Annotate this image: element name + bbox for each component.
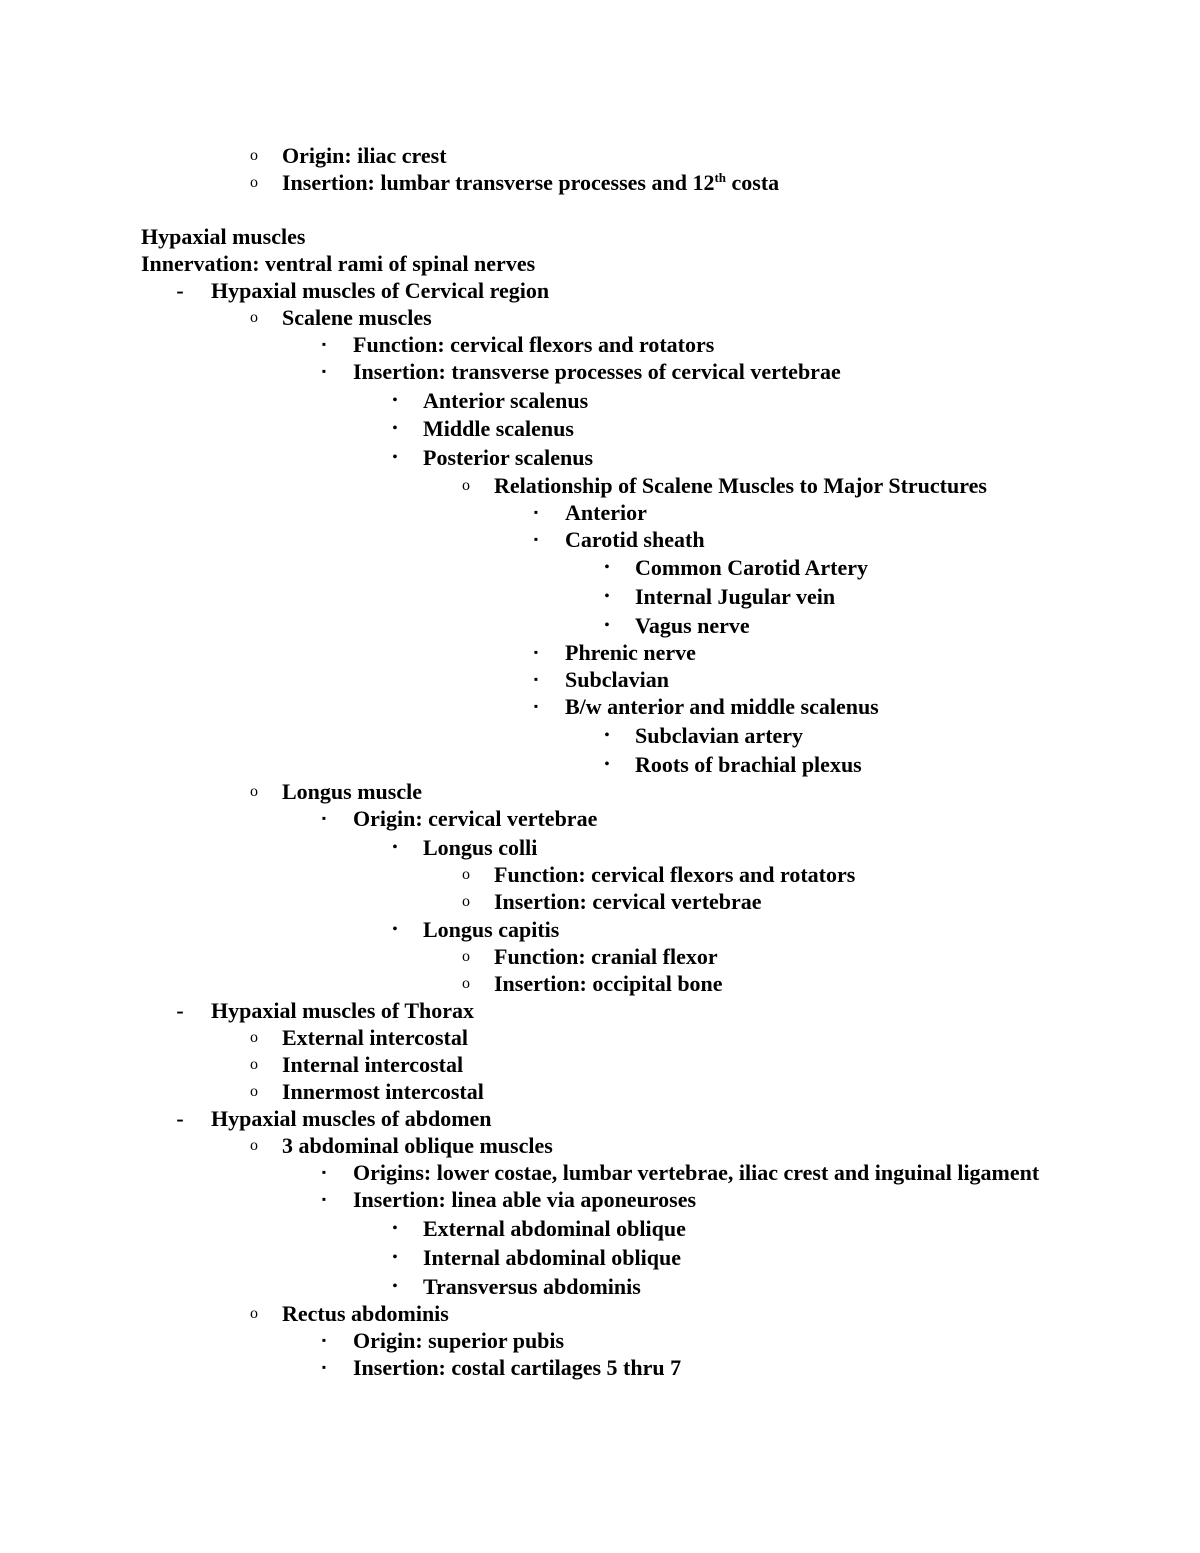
circle-bullet-icon: o bbox=[250, 1056, 258, 1073]
disc-bullet-icon: • bbox=[392, 393, 398, 408]
outline-item: Internal abdominal oblique bbox=[423, 1245, 681, 1270]
outline-item: Scalene muscles bbox=[282, 305, 432, 330]
circle-bullet-icon: o bbox=[250, 147, 258, 164]
square-bullet-icon: ▪ bbox=[321, 1333, 327, 1347]
disc-bullet-icon: • bbox=[392, 421, 398, 436]
disc-bullet-icon: • bbox=[392, 1250, 398, 1265]
outline-item: Origin: iliac crest bbox=[282, 143, 447, 168]
circle-bullet-icon: o bbox=[250, 1029, 258, 1046]
outline-item: Vagus nerve bbox=[635, 613, 750, 638]
outline-item: Subclavian artery bbox=[635, 723, 804, 748]
innervation-line: Innervation: ventral rami of spinal nerves bbox=[141, 251, 536, 276]
disc-bullet-icon: • bbox=[604, 589, 610, 604]
disc-bullet-icon: • bbox=[392, 450, 398, 465]
square-bullet-icon: ▪ bbox=[533, 699, 539, 713]
outline-item: Origins: lower costae, lumbar vertebrae, iliac crest and inguinal ligament bbox=[353, 1160, 1040, 1185]
outline-item: Hypaxial muscles of Cervical region bbox=[211, 278, 550, 303]
outline-item: Function: cervical flexors and rotators bbox=[494, 862, 856, 887]
outline-item: Function: cervical flexors and rotators bbox=[353, 332, 715, 357]
outline-item: Carotid sheath bbox=[565, 527, 705, 552]
square-bullet-icon: ▪ bbox=[533, 645, 539, 659]
circle-bullet-icon: o bbox=[250, 174, 258, 191]
outline-item: Origin: superior pubis bbox=[353, 1328, 565, 1353]
outline-item: Anterior scalenus bbox=[423, 388, 589, 413]
disc-bullet-icon: • bbox=[392, 1221, 398, 1236]
circle-bullet-icon: o bbox=[462, 975, 470, 992]
square-bullet-icon: ▪ bbox=[533, 672, 539, 686]
circle-bullet-icon: o bbox=[462, 893, 470, 910]
outline-item: Internal Jugular vein bbox=[635, 584, 836, 609]
disc-bullet-icon: • bbox=[392, 840, 398, 855]
outline-item: Insertion: cervical vertebrae bbox=[494, 889, 762, 914]
outline-item: Anterior bbox=[565, 500, 647, 525]
outline-item: Relationship of Scalene Muscles to Major Structures bbox=[494, 473, 987, 498]
outline-item: External intercostal bbox=[282, 1025, 468, 1050]
section-heading: Hypaxial muscles bbox=[141, 224, 306, 249]
circle-bullet-icon: o bbox=[250, 309, 258, 326]
dash-bullet-icon: - bbox=[176, 278, 184, 303]
outline-item: Common Carotid Artery bbox=[635, 555, 868, 580]
square-bullet-icon: ▪ bbox=[321, 1165, 327, 1179]
square-bullet-icon: ▪ bbox=[321, 811, 327, 825]
outline-item-text: Insertion: lumbar transverse processes and 12 bbox=[282, 170, 715, 195]
disc-bullet-icon: • bbox=[604, 757, 610, 772]
outline-item: Insertion: costal cartilages 5 thru 7 bbox=[353, 1355, 682, 1380]
circle-bullet-icon: o bbox=[250, 1137, 258, 1154]
outline-item: Origin: cervical vertebrae bbox=[353, 806, 598, 831]
outline-item: Rectus abdominis bbox=[282, 1301, 449, 1326]
disc-bullet-icon: • bbox=[604, 560, 610, 575]
outline-item: Internal intercostal bbox=[282, 1052, 464, 1077]
outline-item: Insertion: linea able via aponeuroses bbox=[353, 1187, 697, 1212]
outline-item: Insertion: occipital bone bbox=[494, 971, 723, 996]
outline-item: Roots of brachial plexus bbox=[635, 752, 862, 777]
outline-item: Transversus abdominis bbox=[423, 1274, 641, 1299]
outline-item: Longus muscle bbox=[282, 779, 422, 804]
outline-item: Longus capitis bbox=[423, 917, 560, 942]
disc-bullet-icon: • bbox=[392, 1279, 398, 1294]
outline-item: Hypaxial muscles of abdomen bbox=[211, 1106, 492, 1131]
disc-bullet-icon: • bbox=[604, 618, 610, 633]
outline-item: Phrenic nerve bbox=[565, 640, 696, 665]
circle-bullet-icon: o bbox=[250, 1083, 258, 1100]
square-bullet-icon: ▪ bbox=[321, 1360, 327, 1374]
square-bullet-icon: ▪ bbox=[321, 337, 327, 351]
square-bullet-icon: ▪ bbox=[533, 532, 539, 546]
square-bullet-icon: ▪ bbox=[321, 364, 327, 378]
circle-bullet-icon: o bbox=[462, 866, 470, 883]
outline-item: External abdominal oblique bbox=[423, 1216, 686, 1241]
square-bullet-icon: ▪ bbox=[321, 1192, 327, 1206]
dash-bullet-icon: - bbox=[176, 1106, 184, 1131]
outline-item: Posterior scalenus bbox=[423, 445, 594, 470]
outline-item-text-end: costa bbox=[726, 170, 780, 195]
outline-item: B/w anterior and middle scalenus bbox=[565, 694, 879, 719]
outline-item: Middle scalenus bbox=[423, 416, 574, 441]
outline-item: Hypaxial muscles of Thorax bbox=[211, 998, 475, 1023]
ordinal-superscript: th bbox=[714, 170, 727, 185]
outline-item: Innermost intercostal bbox=[282, 1079, 484, 1104]
disc-bullet-icon: • bbox=[604, 728, 610, 743]
outline-item: Insertion: transverse processes of cervical vertebrae bbox=[353, 359, 841, 384]
outline-item bbox=[282, 169, 779, 196]
outline-item: 3 abdominal oblique muscles bbox=[282, 1133, 553, 1158]
square-bullet-icon: ▪ bbox=[533, 505, 539, 519]
outline-item: Subclavian bbox=[565, 667, 669, 692]
circle-bullet-icon: o bbox=[250, 783, 258, 800]
circle-bullet-icon: o bbox=[462, 948, 470, 965]
circle-bullet-icon: o bbox=[462, 477, 470, 494]
outline-item: Longus colli bbox=[423, 835, 538, 860]
outline-item: Function: cranial flexor bbox=[494, 944, 718, 969]
circle-bullet-icon: o bbox=[250, 1305, 258, 1322]
disc-bullet-icon: • bbox=[392, 922, 398, 937]
dash-bullet-icon: - bbox=[176, 998, 184, 1023]
